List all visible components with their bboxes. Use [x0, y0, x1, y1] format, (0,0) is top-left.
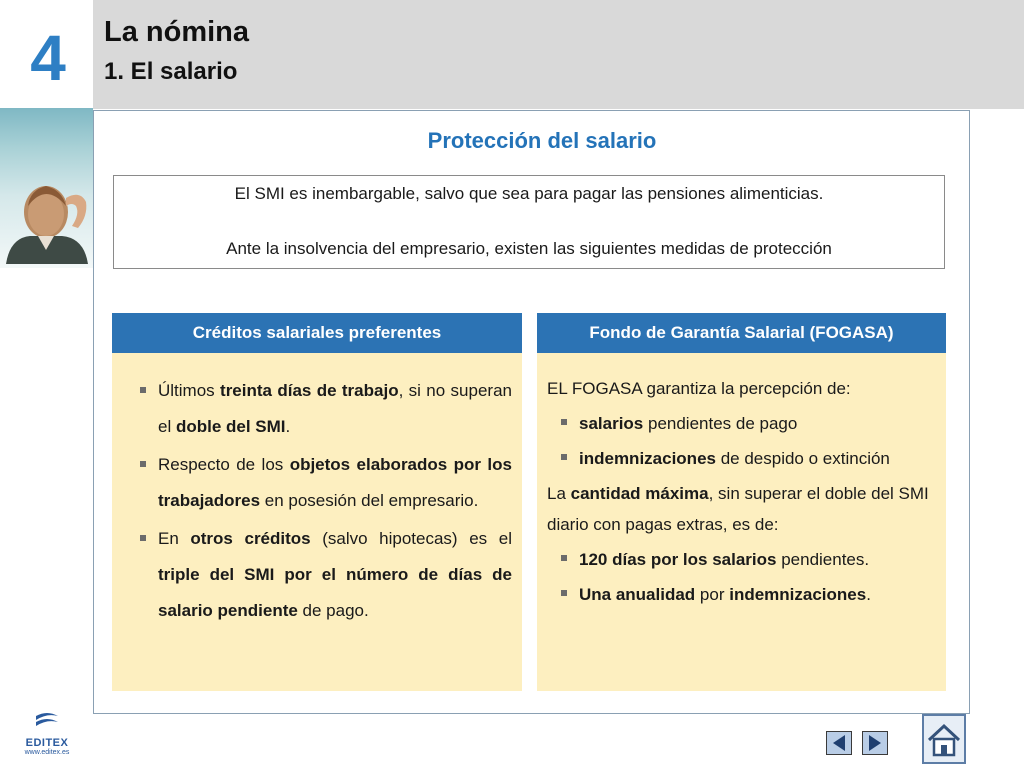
list-item: En otros créditos (salvo hipotecas) es el triple del SMI por el número de días de salario pendiente de pago.	[140, 521, 512, 629]
creditos-list	[140, 373, 512, 629]
prev-slide-button[interactable]	[826, 731, 852, 755]
fogasa-intro: EL FOGASA garantiza la percepción de:	[547, 379, 851, 398]
editex-logo-icon	[32, 712, 62, 730]
prev-arrow-icon	[827, 732, 851, 754]
list-item: Últimos treinta días de trabajo, si no superan el doble del SMI.	[140, 373, 512, 445]
intro-box	[113, 175, 945, 269]
section-title: Protección del salario	[427, 128, 657, 153]
home-icon	[924, 716, 964, 762]
list-item: indemnizaciones de despido o extinción	[561, 441, 932, 476]
next-arrow-icon	[863, 732, 887, 754]
list-item: Una anualidad por indemnizaciones.	[561, 577, 932, 612]
home-button[interactable]	[922, 714, 966, 764]
card-header-fogasa: Fondo de Garantía Salarial (FOGASA)	[537, 313, 946, 353]
next-slide-button[interactable]	[862, 731, 888, 755]
card-header-creditos: Créditos salariales preferentes	[112, 313, 522, 353]
list-item: 120 días por los salarios pendientes.	[561, 542, 932, 577]
card-body-fogasa	[537, 353, 946, 691]
page-title: La nómina	[104, 16, 250, 48]
fogasa-guarantee-list	[561, 406, 932, 476]
list-item: Respecto de los objetos elaborados por los trabajadores en posesión del empresario.	[140, 447, 512, 519]
intro-text-insolvency: Ante la insolvencia del empresario, existen las siguientes medidas de protección	[226, 239, 832, 258]
logo-url: www.editex.es	[24, 749, 70, 756]
intro-text-smi: El SMI es inembargable, salvo que sea para pagar las pensiones alimenticias.	[234, 184, 824, 203]
chapter-number: 4	[30, 22, 66, 94]
list-item: salarios pendientes de pago	[561, 406, 932, 441]
thinking-woman-illustration	[0, 176, 93, 266]
editex-logo	[18, 712, 76, 762]
fogasa-max-amount-text: La cantidad máxima, sin superar el doble del SMI diario con pagas extras, es de:	[547, 484, 929, 534]
logo-name: EDITEX	[25, 737, 69, 749]
fogasa-limits-list	[561, 542, 932, 612]
page-subtitle: 1. El salario	[104, 58, 238, 85]
card-body-creditos	[112, 353, 522, 691]
